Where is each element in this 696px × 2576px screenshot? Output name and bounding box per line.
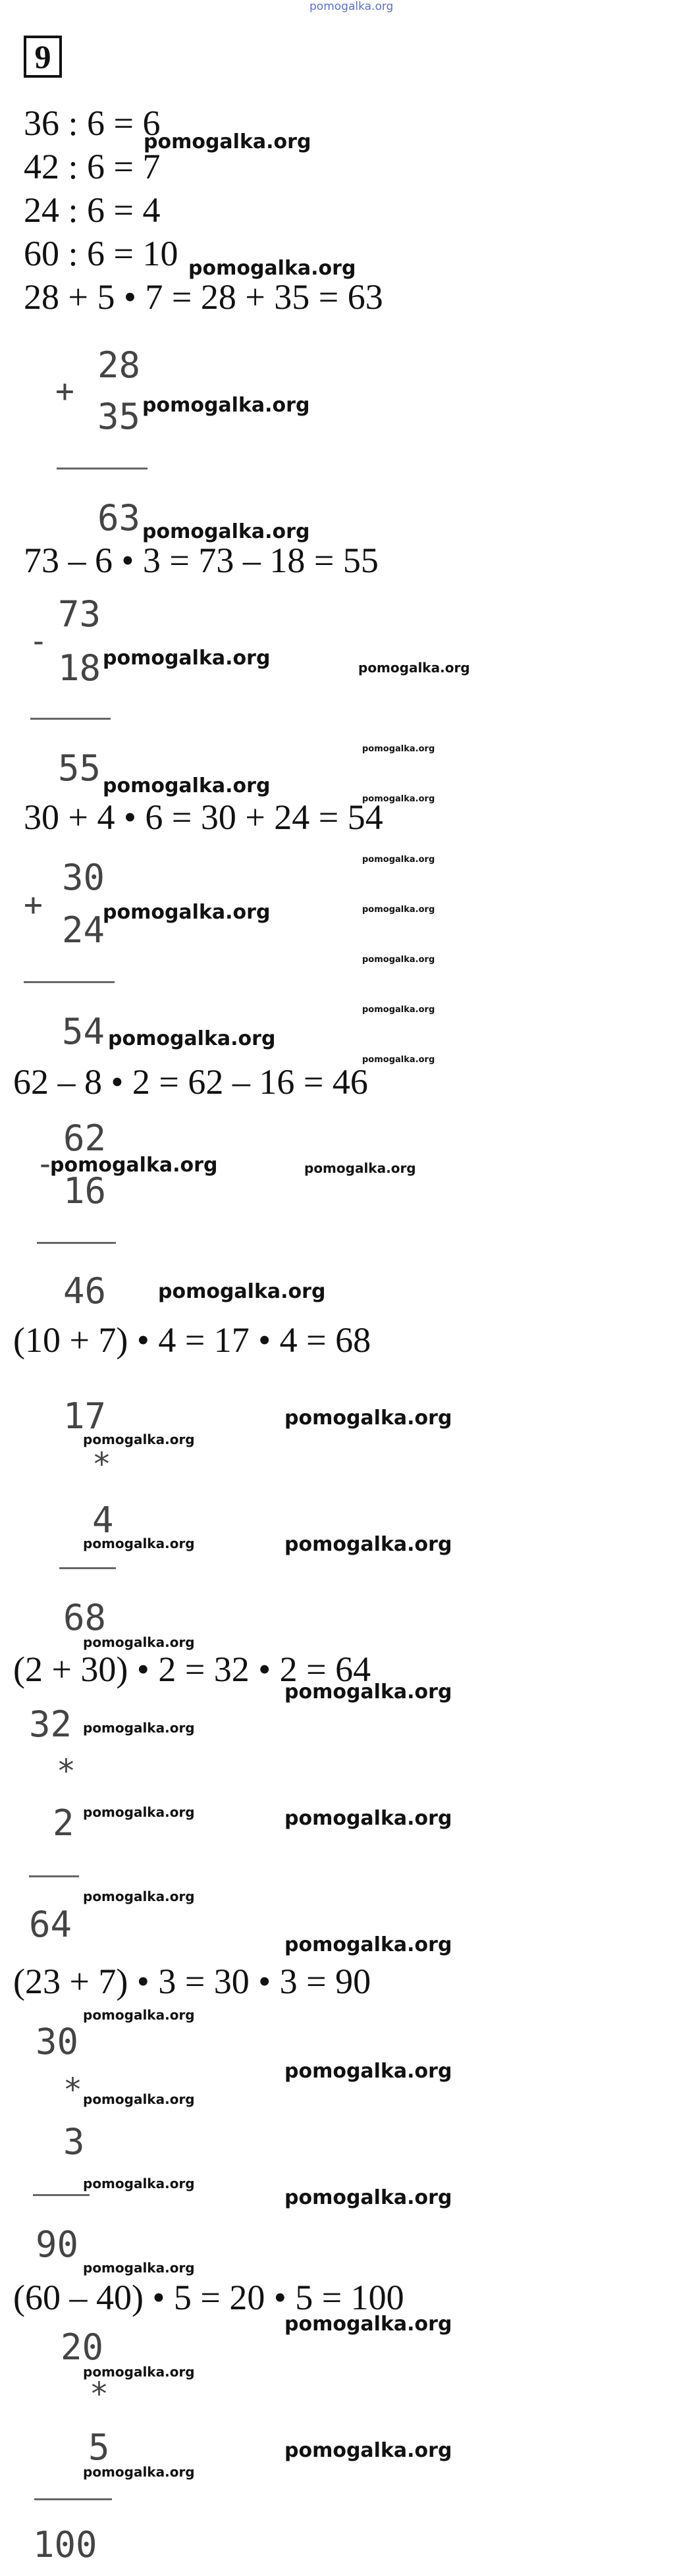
- watermark: pomogalka.org: [362, 955, 435, 965]
- watermark: pomogalka.org: [284, 2313, 452, 2336]
- watermark: pomogalka.org: [83, 2091, 195, 2107]
- watermark: pomogalka.org: [83, 1889, 195, 1904]
- column-5-result: 68: [63, 1597, 107, 1638]
- watermark: pomogalka.org: [284, 2060, 452, 2083]
- column-6-result: 64: [29, 1904, 72, 1945]
- watermark: pomogalka.org: [284, 1533, 452, 1556]
- equation-9: (10 + 7) • 4 = 17 • 4 = 68: [13, 1320, 371, 1360]
- watermark: pomogalka.org: [284, 1933, 452, 1956]
- equation-11: (23 + 7) • 3 = 30 • 3 = 90: [13, 1962, 371, 2001]
- watermark: pomogalka.org: [284, 1680, 452, 1704]
- column-5-bottom: 4: [92, 1499, 114, 1541]
- watermark: pomogalka.org: [103, 774, 271, 797]
- column-1-divider: [57, 468, 147, 470]
- watermark: pomogalka.org: [108, 1027, 276, 1050]
- equation-12: (60 – 40) • 5 = 20 • 5 = 100: [13, 2278, 404, 2317]
- watermark: pomogalka.org: [362, 1055, 435, 1065]
- watermark: pomogalka.org: [284, 1407, 452, 1430]
- column-3-bottom: 24: [62, 909, 105, 951]
- column-1-result: 63: [97, 497, 141, 539]
- watermark: pomogalka.org: [83, 2176, 195, 2191]
- column-4-result: 46: [63, 1270, 107, 1312]
- equation-10: (2 + 30) • 2 = 32 • 2 = 64: [13, 1650, 371, 1689]
- watermark: pomogalka.org: [83, 2464, 195, 2480]
- equation-3: 24 : 6 = 4: [24, 190, 161, 230]
- column-7-divider: [33, 2194, 90, 2196]
- column-3-top: 30: [62, 857, 105, 898]
- column-3-divider: [24, 981, 115, 983]
- column-2-top: 73: [58, 593, 101, 635]
- column-5-divider: [59, 1567, 116, 1569]
- equation-7: 30 + 4 • 6 = 30 + 24 = 54: [24, 797, 383, 837]
- equation-5: 28 + 5 • 7 = 28 + 35 = 63: [24, 277, 383, 317]
- watermark: pomogalka.org: [83, 1634, 195, 1650]
- watermark: pomogalka.org: [83, 1432, 195, 1447]
- watermark: pomogalka.org: [83, 1536, 195, 1551]
- watermark: pomogalka.org: [358, 660, 470, 676]
- watermark: pomogalka.org: [284, 2439, 452, 2462]
- column-8-divider: [34, 2498, 112, 2500]
- equation-4: 60 : 6 = 10: [24, 234, 178, 273]
- watermark: pomogalka.org: [362, 905, 435, 915]
- watermark: pomogalka.org: [83, 1804, 195, 1820]
- watermark: pomogalka.org: [362, 794, 435, 804]
- equation-1: 36 : 6 = 6: [24, 103, 161, 143]
- column-7-operator: *: [63, 2072, 82, 2108]
- column-3-result: 54: [62, 1011, 105, 1052]
- column-4-divider: [37, 1242, 116, 1244]
- column-3-operator: +: [24, 886, 43, 923]
- column-7-result: 90: [36, 2224, 79, 2265]
- watermark: pomogalka.org: [83, 2260, 195, 2276]
- column-5-operator: *: [92, 1446, 111, 1483]
- watermark: pomogalka.org: [284, 1807, 452, 1830]
- watermark: pomogalka.org: [144, 130, 311, 153]
- column-1-operator: +: [55, 373, 74, 410]
- watermark: pomogalka.org: [83, 2364, 195, 2380]
- watermark: pomogalka.org: [142, 394, 310, 417]
- column-2-divider: [30, 718, 111, 720]
- watermark: pomogalka.org: [142, 520, 310, 543]
- equation-6: 73 – 6 • 3 = 73 – 18 = 55: [24, 541, 379, 580]
- column-8-operator: *: [90, 2376, 109, 2413]
- watermark: pomogalka.org: [362, 744, 435, 754]
- task-number-box: 9: [24, 36, 62, 78]
- column-6-top: 32: [29, 1704, 72, 1745]
- watermark: pomogalka.org: [83, 1720, 195, 1736]
- watermark: pomogalka.org: [103, 647, 271, 670]
- watermark: pomogalka.org: [158, 1280, 326, 1303]
- header-watermark: pomogalka.org: [309, 0, 394, 13]
- column-8-bottom: 5: [88, 2427, 110, 2468]
- column-2-result: 55: [58, 747, 101, 789]
- column-4-top: 62: [63, 1117, 107, 1159]
- watermark: pomogalka.org: [188, 257, 356, 280]
- column-8-top: 20: [61, 2326, 104, 2368]
- watermark: pomogalka.org: [304, 1160, 416, 1176]
- column-6-bottom: 2: [53, 1802, 74, 1844]
- watermark: pomogalka.org: [362, 1005, 435, 1015]
- equation-8: 62 – 8 • 2 = 62 – 16 = 46: [13, 1062, 368, 1102]
- column-7-top: 30: [36, 2021, 79, 2062]
- watermark: pomogalka.org: [50, 1154, 218, 1177]
- column-2-operator: -: [29, 623, 48, 660]
- column-1-top: 28: [97, 344, 141, 386]
- column-1-bottom: 35: [97, 396, 141, 437]
- equation-2: 42 : 6 = 7: [24, 147, 161, 186]
- column-6-operator: *: [57, 1753, 76, 1790]
- watermark: pomogalka.org: [284, 2186, 452, 2209]
- column-4-bottom: 16: [63, 1170, 107, 1212]
- watermark: pomogalka.org: [83, 2007, 195, 2023]
- watermark: pomogalka.org: [103, 901, 271, 924]
- watermark: pomogalka.org: [362, 855, 435, 865]
- column-2-bottom: 18: [58, 647, 101, 689]
- column-8-result: 100: [33, 2524, 97, 2565]
- column-4-operator: -: [36, 1146, 55, 1183]
- column-5-top: 17: [63, 1395, 107, 1437]
- column-6-divider: [29, 1875, 79, 1877]
- column-7-bottom: 3: [63, 2121, 85, 2162]
